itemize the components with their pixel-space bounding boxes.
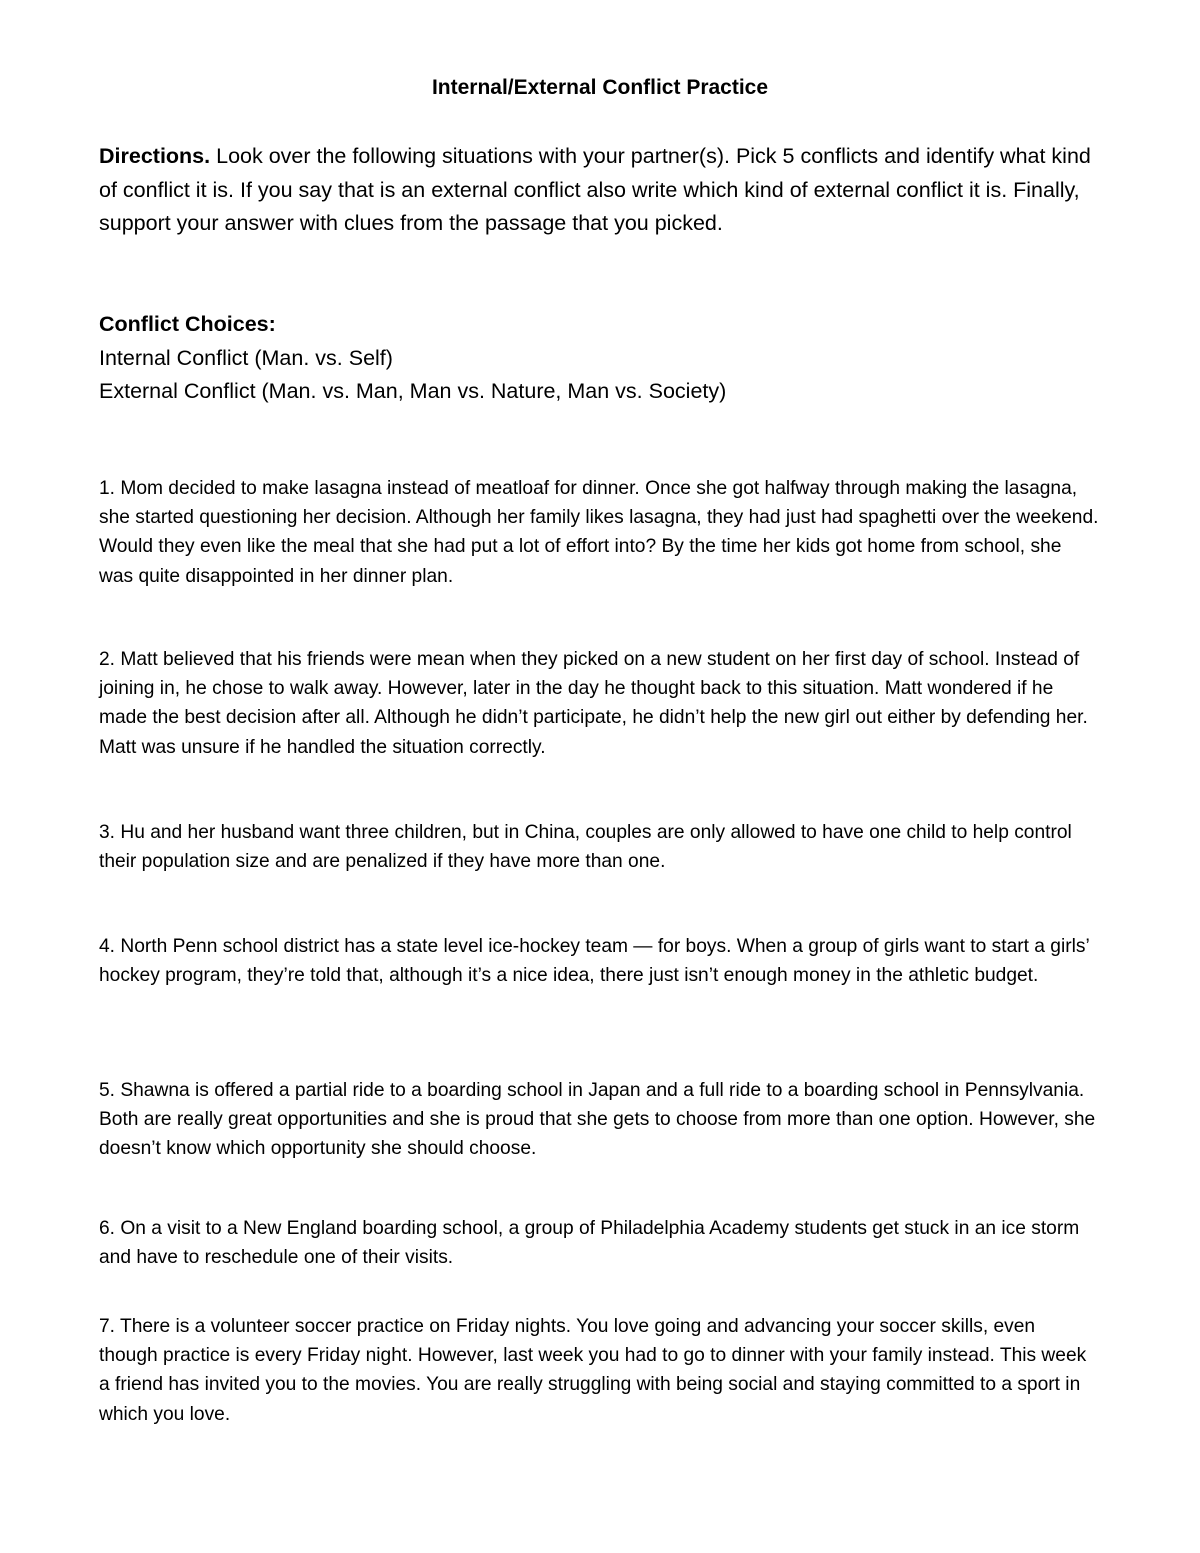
internal-conflict-choice: Internal Conflict (Man. vs. Self) xyxy=(99,345,393,370)
conflict-choices xyxy=(99,308,1099,409)
situation-5 xyxy=(99,1076,1099,1164)
situation-2 xyxy=(99,645,1099,762)
situation-text: 6. On a visit to a New England boarding school, a group of Philadelphia Academy students get stuck in an ice storm and have to reschedule one of their visits. xyxy=(99,1218,1080,1269)
directions-text: Look over the following situations with your partner(s). Pick 5 conflicts and identify what kind of conflict it is. If you say that is an external conflict also write which kind of external conflict it is. Finally, support your answer with clues from the passage that you picked. xyxy=(99,144,1091,235)
situation-6 xyxy=(99,1214,1099,1272)
external-conflict-choice: External Conflict (Man. vs. Man, Man vs. Nature, Man vs. Society) xyxy=(99,379,727,403)
directions-paragraph xyxy=(99,140,1099,241)
situation-7 xyxy=(99,1312,1099,1429)
situation-3 xyxy=(99,818,1099,876)
situation-text: 7. There is a volunteer soccer practice on Friday nights. You love going and advancing your soccer skills, even though practice is every Friday night. However, last week you had to go to dinner with your family instead. This week a friend has invited you to the movies. You are really struggling with being social and staying committed to a sport in which you love. xyxy=(99,1316,1087,1425)
situation-4 xyxy=(99,932,1099,990)
conflict-choices-heading: Conflict Choices: xyxy=(99,312,276,336)
situation-1 xyxy=(99,474,1099,591)
situation-text: 2. Matt believed that his friends were mean when they picked on a new student on her first day of school. Instead of joining in, he chose to walk away. However, later in the day he thought back to this situation. Matt wondered if he made the best decision after all. Although he didn’t participate, he didn’t help the new girl out either by defending her. Matt was unsure if he handled the situation correctly. xyxy=(99,649,1088,758)
situation-text: 1. Mom decided to make lasagna instead of meatloaf for dinner. Once she got halfway through making the lasagna, she started questioning her decision. Although her family likes lasagna, they had just had spaghetti over the weekend. Would they even like the meal that she had put a lot of effort into? By the time her kids got home from school, she was quite disappointed in her dinner plan. xyxy=(99,478,1099,587)
situation-text: 4. North Penn school district has a state level ice-hockey team — for boys. When a group of girls want to start a girls’ hockey program, they’re told that, although it’s a nice idea, there just isn’t enough money in the athletic budget. xyxy=(99,936,1090,987)
directions-lead: Directions. xyxy=(99,144,211,168)
situation-text: 5. Shawna is offered a partial ride to a boarding school in Japan and a full ride to a boarding school in Pennsylvania. Both are really great opportunities and she is proud that she gets to choose from more than one option. However, she doesn’t know which opportunity she should choose. xyxy=(99,1080,1096,1160)
situation-text: 3. Hu and her husband want three children, but in China, couples are only allowed to have one child to help control their population size and are penalized if they have more than one. xyxy=(99,822,1072,873)
page-title: Internal/External Conflict Practice xyxy=(431,76,769,99)
